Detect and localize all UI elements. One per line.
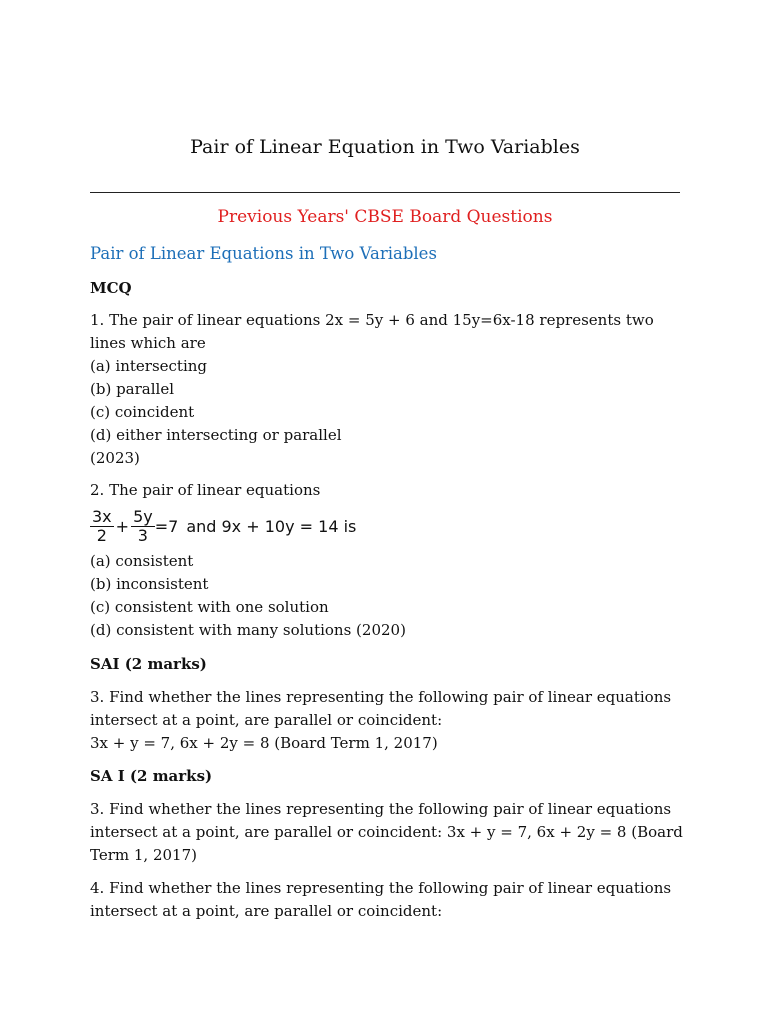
title-divider — [90, 192, 680, 193]
question-1-option-d: (d) either intersecting or parallel — [90, 426, 342, 444]
section-heading: Pair of Linear Equations in Two Variables — [90, 244, 437, 263]
question-2-option-a: (a) consistent — [90, 552, 194, 570]
question-2-option-c: (c) consistent with one solution — [90, 598, 329, 616]
question-4-line-2: intersect at a point, are parallel or coincident: — [90, 902, 443, 920]
question-1 — [90, 309, 680, 470]
fraction-5y-over-3: $\frac{5y}{3}$ — [133, 506, 153, 545]
question-2-equation: $\frac{3x}{2}$ + $\frac{5y}{3}$ =7 and 9x + 10y = 14 is — [92, 506, 357, 545]
question-1-line-2: lines which are — [90, 334, 206, 352]
page-title: Pair of Linear Equation in Two Variables — [190, 136, 580, 158]
question-3b-line-2: intersect at a point, are parallel or coincident: 3x + y = 7, 6x + 2y = 8 (Board — [90, 823, 683, 841]
question-3a-line-1: 3. Find whether the lines representing the following pair of linear equations — [90, 688, 672, 706]
question-4-line-1: 4. Find whether the lines representing the following pair of linear equations — [90, 879, 672, 897]
question-2-line-1: 2. The pair of linear equations — [90, 481, 321, 499]
question-3a — [90, 686, 680, 755]
mcq-label: MCQ — [90, 279, 132, 297]
question-3b — [90, 798, 683, 867]
question-2-option-d: (d) consistent with many solutions (2020) — [90, 621, 406, 639]
question-1-year: (2023) — [90, 449, 140, 467]
question-1-line-1: 1. The pair of linear equations 2x = 5y + 6 and 15y=6x-18 represents two — [90, 311, 654, 329]
question-3b-line-3: Term 1, 2017) — [90, 846, 197, 864]
question-1-option-b: (b) parallel — [90, 380, 175, 398]
question-4 — [90, 877, 680, 923]
fraction-3x-over-2: $\frac{3x}{2}$ — [92, 506, 112, 545]
question-2-options — [90, 550, 680, 642]
question-2-option-b: (b) inconsistent — [90, 575, 209, 593]
sai-label: SAI (2 marks) — [90, 655, 207, 673]
subtitle: Previous Years' CBSE Board Questions — [217, 207, 553, 227]
question-3a-line-2: intersect at a point, are parallel or coincident: — [90, 711, 443, 729]
question-1-option-c: (c) coincident — [90, 403, 195, 421]
sa1-label: SA I (2 marks) — [90, 767, 213, 785]
question-3a-line-3: 3x + y = 7, 6x + 2y = 8 (Board Term 1, 2017) — [90, 734, 438, 752]
question-1-option-a: (a) intersecting — [90, 357, 208, 375]
question-3b-line-1: 3. Find whether the lines representing the following pair of linear equations — [90, 800, 672, 818]
question-2-intro — [90, 479, 680, 502]
